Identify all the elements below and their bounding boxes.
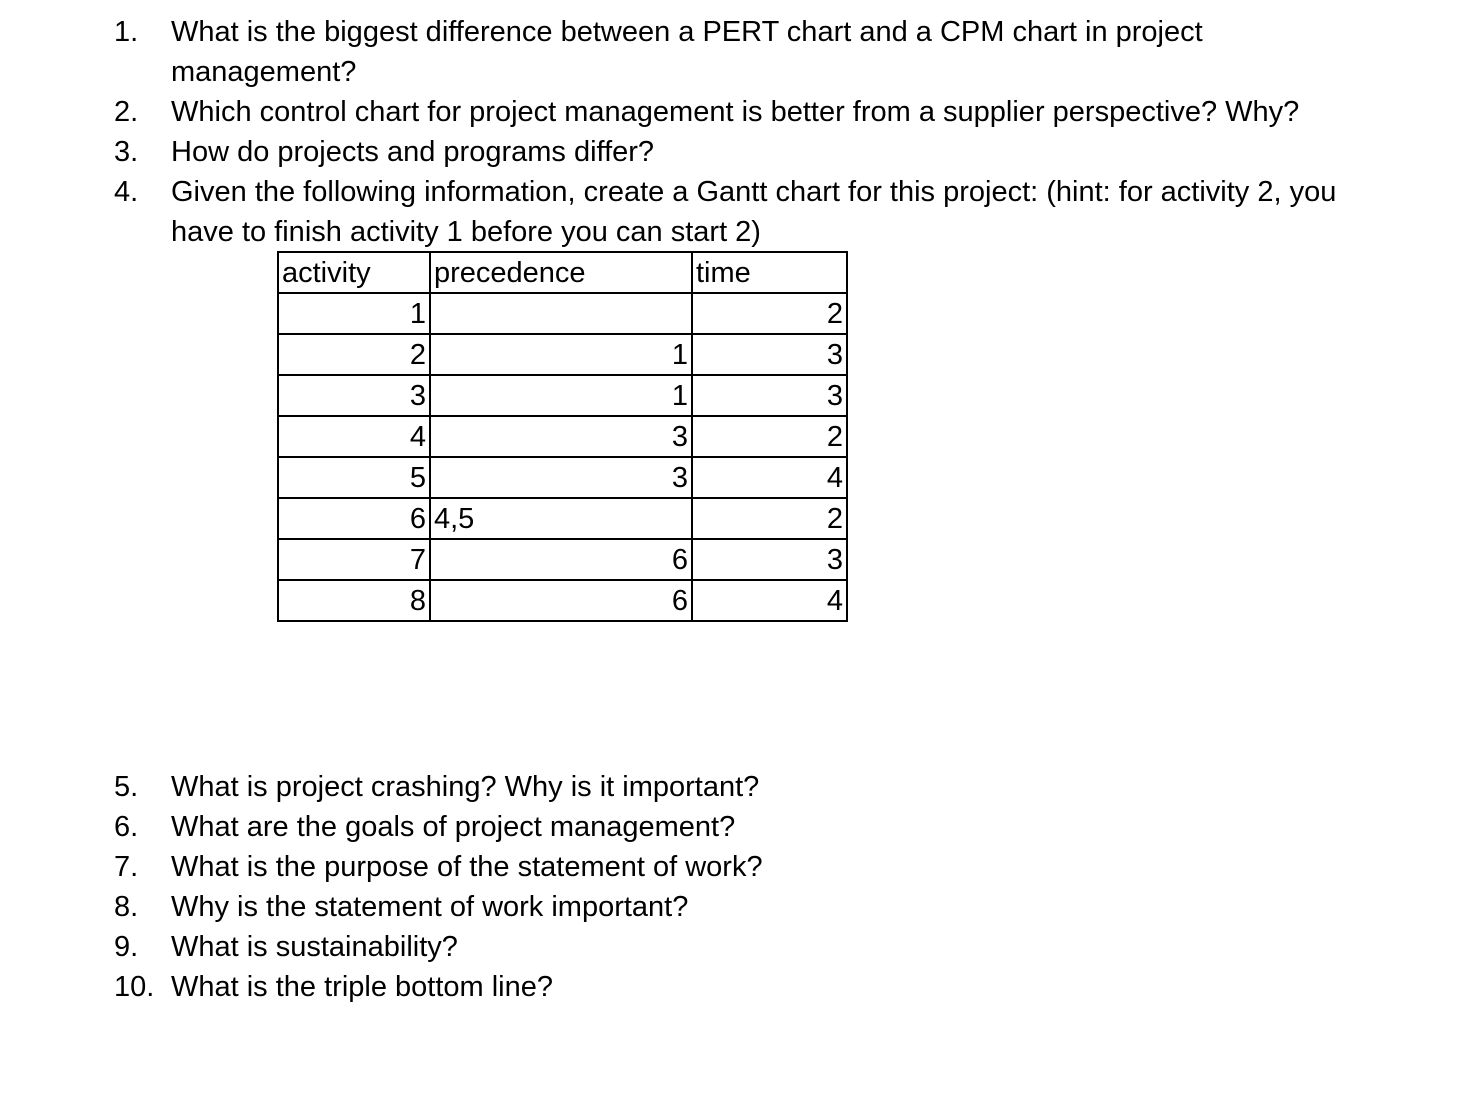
activity-table [277,251,848,622]
question-7 [0,847,1391,887]
cell-time: 2 [692,416,847,457]
question-2 [0,92,1391,132]
question-3 [0,132,1391,172]
table-row [278,416,847,457]
cell-activity: 6 [278,498,430,539]
question-text: What is sustainability? [171,931,458,963]
question-number: 2. [114,96,139,128]
question-number: 3. [114,136,139,168]
cell-time: 3 [692,334,847,375]
header-precedence: precedence [430,252,692,293]
question-text: How do projects and programs differ? [171,136,655,168]
cell-time: 2 [692,498,847,539]
question-text: What are the goals of project management? [171,811,736,843]
question-number: 4. [114,176,139,208]
question-text: Why is the statement of work important? [171,891,689,923]
table-row [278,457,847,498]
header-time: time [692,252,847,293]
cell-activity: 1 [278,293,430,334]
cell-precedence: 1 [430,375,692,416]
question-number: 10. [114,971,155,1003]
question-number: 7. [114,851,139,883]
question-4 [0,172,1391,252]
question-8 [0,887,1391,927]
cell-activity: 4 [278,416,430,457]
cell-precedence [430,293,692,334]
question-text: Which control chart for project management is better from a supplier perspective? Why? [171,96,1300,128]
cell-precedence: 1 [430,334,692,375]
cell-precedence: 6 [430,539,692,580]
cell-time: 3 [692,539,847,580]
question-5 [0,767,1391,807]
question-text: What is project crashing? Why is it important? [171,771,760,803]
cell-activity: 5 [278,457,430,498]
cell-precedence: 3 [430,416,692,457]
cell-time: 4 [692,580,847,621]
header-activity: activity [278,252,430,293]
cell-precedence: 3 [430,457,692,498]
cell-activity: 8 [278,580,430,621]
cell-time: 3 [692,375,847,416]
question-number: 5. [114,771,139,803]
table-row [278,334,847,375]
question-text: Given the following information, create a Gantt chart for this project: (hint: for activity 2, you have to finish activity 1 before you can start 2) [171,176,1337,248]
question-list-top [0,12,1391,252]
question-number: 1. [114,16,139,48]
question-text: What is the biggest difference between a PERT chart and a CPM chart in project management? [171,16,1203,88]
table-row [278,498,847,539]
table-row [278,375,847,416]
question-10 [0,967,1391,1007]
question-number: 9. [114,931,139,963]
question-6 [0,807,1391,847]
table-row [278,539,847,580]
question-number: 6. [114,811,139,843]
cell-time: 2 [692,293,847,334]
table-row [278,580,847,621]
cell-activity: 7 [278,539,430,580]
cell-time: 4 [692,457,847,498]
table-header-row [278,252,847,293]
question-9 [0,927,1391,967]
cell-activity: 2 [278,334,430,375]
cell-precedence: 4,5 [430,498,692,539]
table-row [278,293,847,334]
question-text: What is the triple bottom line? [171,971,554,1003]
cell-activity: 3 [278,375,430,416]
question-text: What is the purpose of the statement of work? [171,851,763,883]
question-number: 8. [114,891,139,923]
question-list-bottom [0,767,1391,1007]
question-1 [0,12,1391,92]
cell-precedence: 6 [430,580,692,621]
